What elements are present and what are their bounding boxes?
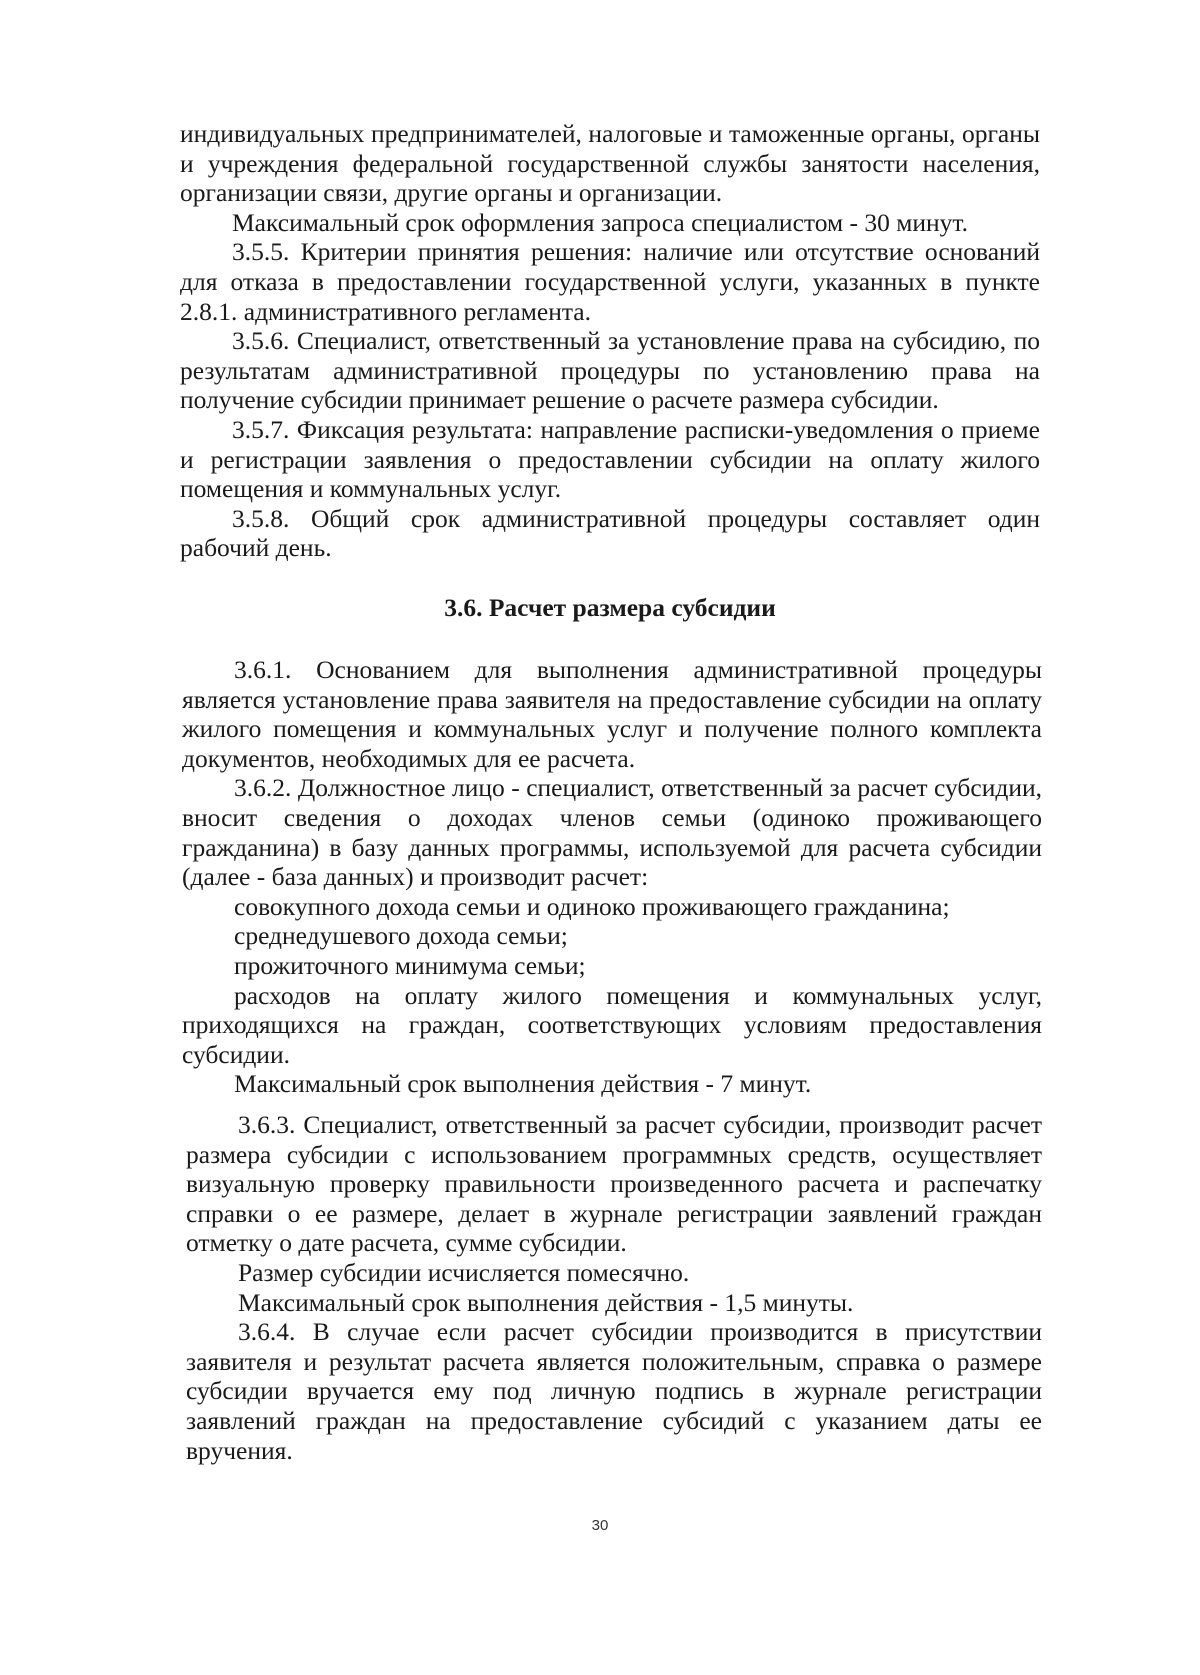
paragraph-3-5-6: 3.5.6. Специалист, ответственный за установление права на субсидию, по результатам административной процедуры по установлению права на получение субсидии принимает решение о расчете размера субсидии. [180, 326, 1040, 415]
paragraph-3-6-3: 3.6.3. Специалист, ответственный за расчет субсидии, производит расчет размера субсидии с использованием программных средств, осуществляет визуальную проверку правильности произведенного расчета и распечатку справки о ее размере, делает в журнале регистрации заявлений граждан отметку о дате расчета, сумме субсидии. [186, 1110, 1042, 1258]
list-item-housing-expenses: расходов на оплату жилого помещения и коммунальных услуг, приходящихся на граждан, соответствующих условиям предоставления субсидии. [182, 980, 1042, 1069]
list-item-subsistence-minimum: прожиточного минимума семьи; [234, 950, 586, 980]
paragraph-3-6-2: 3.6.2. Должностное лицо - специалист, ответственный за расчет субсидии, вносит сведения о доходах членов семьи (одиноко проживающего гражданина) в базу данных программы, используемой для расчета субсидии (далее - база данных) и производит расчет: [182, 773, 1042, 892]
paragraph-request-time: Максимальный срок оформления запроса специалистом - 30 минут. [232, 207, 968, 237]
page-number: 30 [591, 1517, 609, 1534]
paragraph-continuation: индивидуальных предпринимателей, налоговые и таможенные органы, органы и учреждения федеральной государственной службы занятости населения, организации связи, другие органы и организации. [180, 119, 1040, 208]
paragraph-action-time-7-minutes: Максимальный срок выполнения действия - 7 минут. [234, 1069, 812, 1099]
list-item-total-income: совокупного дохода семьи и одиноко проживающего гражданина; [234, 891, 950, 921]
paragraph-action-time-1-5-minutes: Максимальный срок выполнения действия - 1,5 минуты. [238, 1287, 854, 1317]
section-heading-3-6: 3.6. Расчет размера субсидии [444, 593, 776, 622]
paragraph-monthly-calculation: Размер субсидии исчисляется помесячно. [238, 1257, 690, 1287]
paragraph-3-6-4: 3.6.4. В случае если расчет субсидии производится в присутствии заявителя и результат расчета является положительным, справка о размере субсидии вручается ему под личную подпись в журнале регистрации заявлений граждан на предоставление субсидий с указанием даты ее вручения. [186, 1317, 1042, 1465]
paragraph-3-5-8: 3.5.8. Общий срок административной процедуры составляет один рабочий день. [180, 503, 1040, 563]
paragraph-3-5-7: 3.5.7. Фиксация результата: направление расписки-уведомления о приеме и регистрации заявления о предоставлении субсидии на оплату жилого помещения и коммунальных услуг. [180, 414, 1040, 504]
paragraph-3-5-5: 3.5.5. Критерии принятия решения: наличие или отсутствие оснований для отказа в предоставлении государственной услуги, указанных в пункте 2.8.1. административного регламента. [180, 237, 1040, 326]
text-section-3-5 [180, 119, 1040, 563]
paragraph-3-6-1: 3.6.1. Основанием для выполнения административной процедуры является установление права заявителя на предоставление субсидии на оплату жилого помещения и коммунальных услуг и получение полного комплекта документов, необходимых для ее расчета. [182, 655, 1042, 773]
text-section-3-6-3-4 [186, 1110, 1042, 1465]
text-section-3-6-1-2 [182, 655, 1042, 1099]
list-item-average-income: среднедушевого дохода семьи; [234, 921, 568, 951]
